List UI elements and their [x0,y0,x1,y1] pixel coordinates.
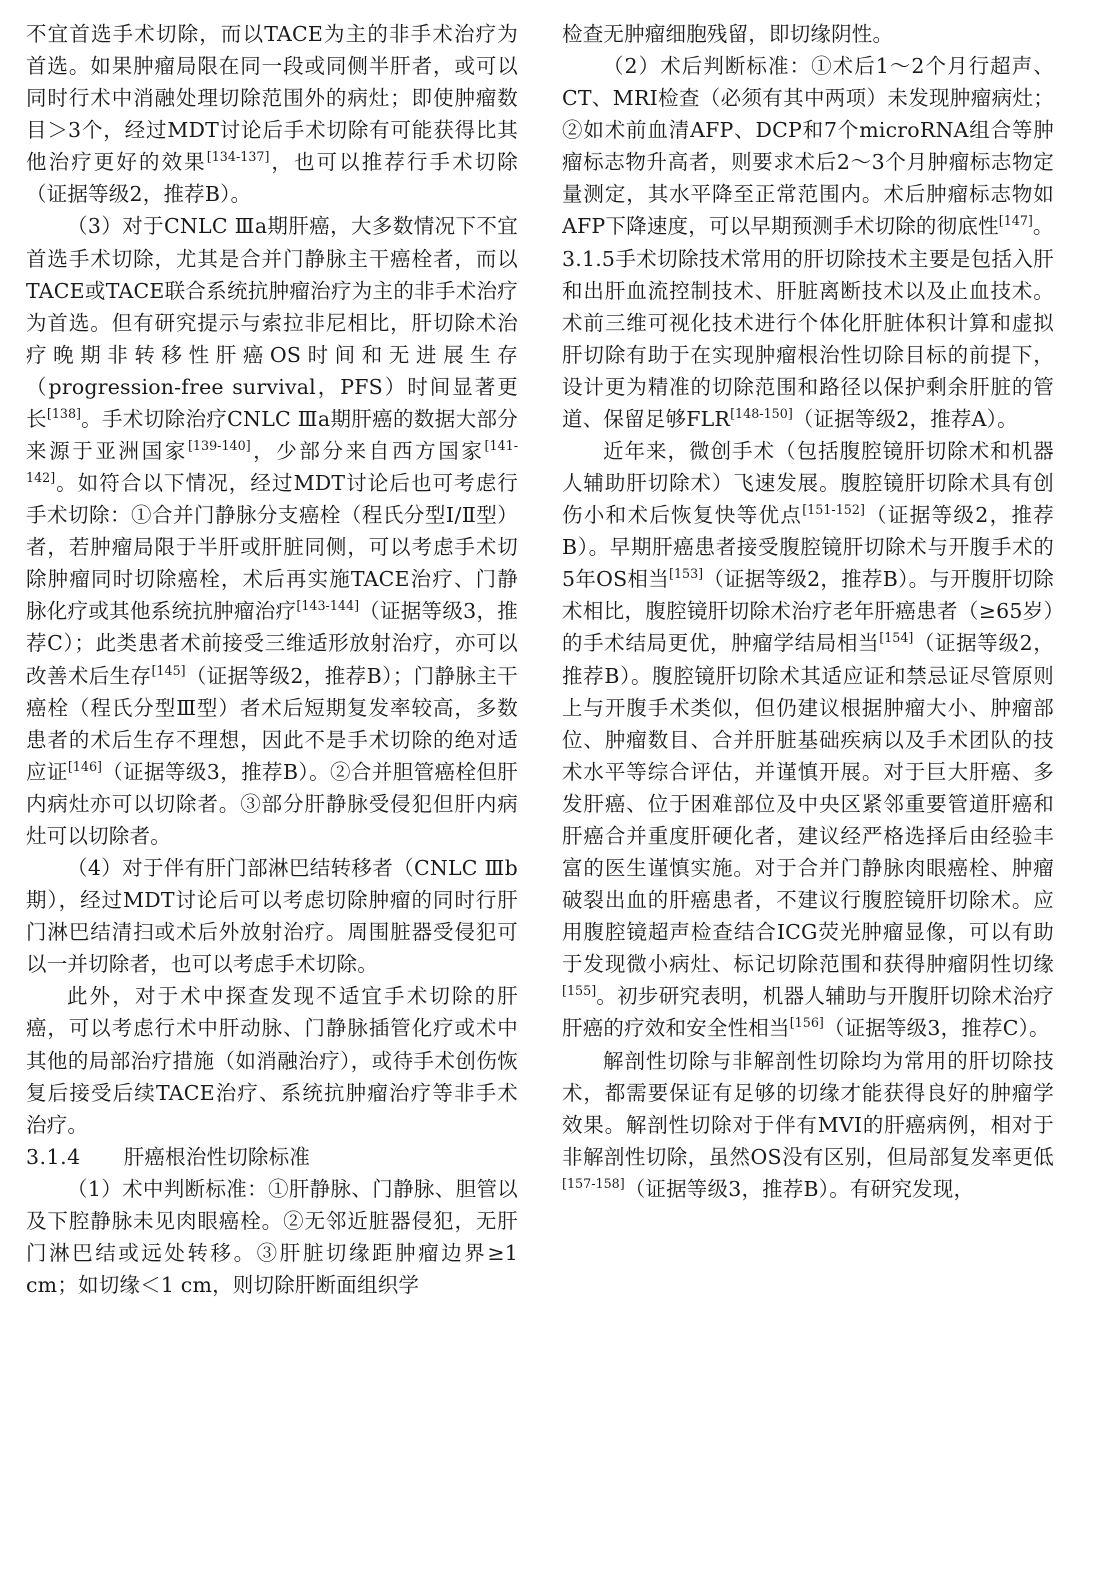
text-run: （证据等级2，推荐B）。与开腹肝切除术相比，腹腔镜肝切除术治疗老年肝癌患者（≥65岁）的手术结局更优，肿瘤学结局相当 [562,567,1054,656]
section-number: 3.1.5 [562,246,616,271]
text-run: 。手术切除治疗CNLC Ⅲa期肝癌的数据大部分来源于亚洲国家 [26,406,518,464]
section-title: 手术切除技术 [615,246,741,271]
reference-superscript: [147] [998,213,1033,229]
paragraph [26,980,518,1140]
paragraph [26,852,518,980]
right-column [562,18,1054,1562]
reference-superscript: [155] [562,983,597,999]
left-column [26,18,518,1562]
reference-superscript: [146] [67,758,102,774]
text-run: 。初步研究表明，机器人辅助与开腹肝切除术治疗肝癌的疗效和安全性相当 [562,984,1054,1041]
text-run: ，也可以推荐行手术切除（证据等级2，推荐B）。 [26,150,519,207]
section-heading-3-1-5 [562,243,1054,435]
text-run: （4）对于伴有肝门部淋巴结转移者（CNLC Ⅲb期），经过MDT讨论后可以考虑切除肿瘤的同时行肝门淋巴结清扫或术后外放射治疗。周围脏器受侵犯可以一并切除者，也可以考虑手术切除。 [26,856,518,977]
section-number: 3.1.4 [26,1144,81,1169]
paragraph [562,50,1054,242]
reference-superscript: [143-144] [296,598,360,614]
text-run: （证据等级2，推荐B）。早期肝癌患者接受腹腔镜肝切除术与开腹手术的5年OS相当 [562,503,1055,592]
text-run: （证据等级3，推荐B）。②合并胆管癌栓但肝内病灶亦可以切除者。③部分肝静脉受侵犯但肝内病灶可以切除者。 [26,759,518,848]
reference-superscript: [156] [789,1015,824,1031]
section-title: 肝癌根治性切除标准 [123,1144,311,1169]
section-body [562,247,1054,431]
text-run: （证据等级2，推荐A）。 [792,406,1018,431]
paragraph [562,435,1054,1044]
reference-superscript: [157-158] [562,1175,625,1191]
two-column-layout [26,18,1094,1562]
text-run: 近年来，微创手术（包括腹腔镜肝切除术和机器人辅助肝切除术）飞速发展。腹腔镜肝切除术具有创伤小和术后恢复快等优点 [562,439,1054,528]
text-run: 。如符合以下情况，经过MDT讨论后也可考虑行手术切除：①合并门静脉分支癌栓（程氏分型Ⅰ/Ⅱ型）者，若肿瘤局限于半肝或肝脏同侧，可以考虑手术切除肿瘤同时切除癌栓，术后再实施TACE治疗、门静脉化疗或其他系统抗肿瘤治疗 [26,471,518,624]
reference-superscript: [141-142] [26,438,518,486]
text-run: 此外，对于术中探查发现不适宜手术切除的肝癌，可以考虑行术中肝动脉、门静脉插管化疗或术中其他的局部治疗措施（如消融治疗），或待手术创伤恢复后接受后续TACE治疗、系统抗肿瘤治疗等非手术治疗。 [26,984,518,1137]
reference-superscript: [139-140] [187,438,251,454]
text-run: 检查无肿瘤细胞残留，即切缘阴性。 [562,22,894,46]
text-run: （2）术后判断标准：①术后1～2个月行超声、CT、MRI检查（必须有其中两项）未发现肿瘤病灶；②如术前血清AFP、DCP和7个microRNA组合等肿瘤标志物升高者，则要求术后2～3个月肿瘤标志物定量测定，其水平降至正常范围内。术后肿瘤标志物如AFP下降速度，可以早期预测手术切除的彻底性 [562,54,1054,239]
text-run: 。 [1032,214,1054,239]
text-run: （证据等级3，推荐B）。有研究发现， [624,1176,975,1201]
text-run: （证据等级3，推荐C）。 [823,1016,1050,1041]
text-run: 解剖性切除与非解剖性切除均为常用的肝切除技术，都需要保证有足够的切缘才能获得良好的肿瘤学效果。解剖性切除对于伴有MVI的肝癌病例，相对于非解剖性切除，虽然OS没有区别，但局部复发率更低 [562,1048,1054,1169]
reference-superscript: [148-150] [730,406,793,422]
paragraph [26,1173,518,1301]
text-run: 不宜首选手术切除，而以TACE为主的非手术治疗为首选。如果肿瘤局限在同一段或同侧半肝者，或可以同时行术中消融处理切除范围外的病灶；即使肿瘤数目＞3个，经过MDT讨论后手术切除有可能获得比其他治疗更好的效果 [26,22,518,175]
text-run: 常用的肝切除技术主要是包括入肝和出肝血流控制技术、肝脏离断技术以及止血技术。术前三维可视化技术进行个体化肝脏体积计算和虚拟肝切除有助于在实现肿瘤根治性切除目标的前提下，设计更为精准的切除范围和路径以保护剩余肝脏的管道、保留足够FLR [562,246,1054,431]
text-run: ，少部分来自西方国家 [250,439,485,464]
paragraph [26,210,518,852]
reference-superscript: [134-137] [206,149,270,165]
paragraph [562,1045,1054,1205]
reference-superscript: [154] [879,630,914,646]
reference-superscript: [153] [668,566,704,582]
text-run: （1）术中判断标准：①肝静脉、门静脉、胆管以及下腔静脉未见肉眼癌栓。②无邻近脏器侵犯，无肝门淋巴结或远处转移。③肝脏切缘距肿瘤边界≥1 cm；如切缘＜1 cm，则切除肝断面组织学 [26,1176,518,1298]
text-run: （证据等级3，推荐C）；此类患者术前接受三维适形放射治疗，亦可以改善术后生存 [26,599,518,688]
section-heading-3-1-4 [26,1141,518,1173]
text-run: （证据等级2，推荐B）；门静脉主干癌栓（程氏分型Ⅲ型）者术后短期复发率较高，多数患者的术后生存不理想，因此不是手术切除的绝对适应证 [26,663,518,784]
reference-superscript: [145] [151,662,186,678]
reference-superscript: [138] [46,406,82,422]
text-run: （3）对于CNLC Ⅲa期肝癌，大多数情况下不宜首选手术切除，尤其是合并门静脉主干癌栓者，而以TACE或TACE联合系统抗肿瘤治疗为主的非手术治疗为首选。但有研究提示与索拉非尼相比，肝切除术治疗晚期非转移性肝癌OS时间和无进展生存（progression-free survival，PFS）时间显著更长 [26,214,518,431]
paragraph [26,18,518,210]
reference-superscript: [151-152] [802,502,865,518]
paragraph [562,18,1054,50]
text-run: （证据等级2，推荐B）。腹腔镜肝切除术其适应证和禁忌证尽管原则上与开腹手术类似，但仍建议根据肿瘤大小、肿瘤部位、肿瘤数目、合并肝脏基础疾病以及手术团队的技术水平等综合评估，并谨慎开展。对于巨大肝癌、多发肝癌、位于困难部位及中央区紧邻重要管道肝癌和肝癌合并重度肝硬化者，建议经严格选择后由经验丰富的医生谨慎实施。对于合并门静脉肉眼癌栓、肿瘤破裂出血的肝癌患者，不建议行腹腔镜肝切除术。应用腹腔镜超声检查结合ICG荧光肿瘤显像，可以有助于发现微小病灶、标记切除范围和获得肿瘤阴性切缘 [562,631,1054,977]
